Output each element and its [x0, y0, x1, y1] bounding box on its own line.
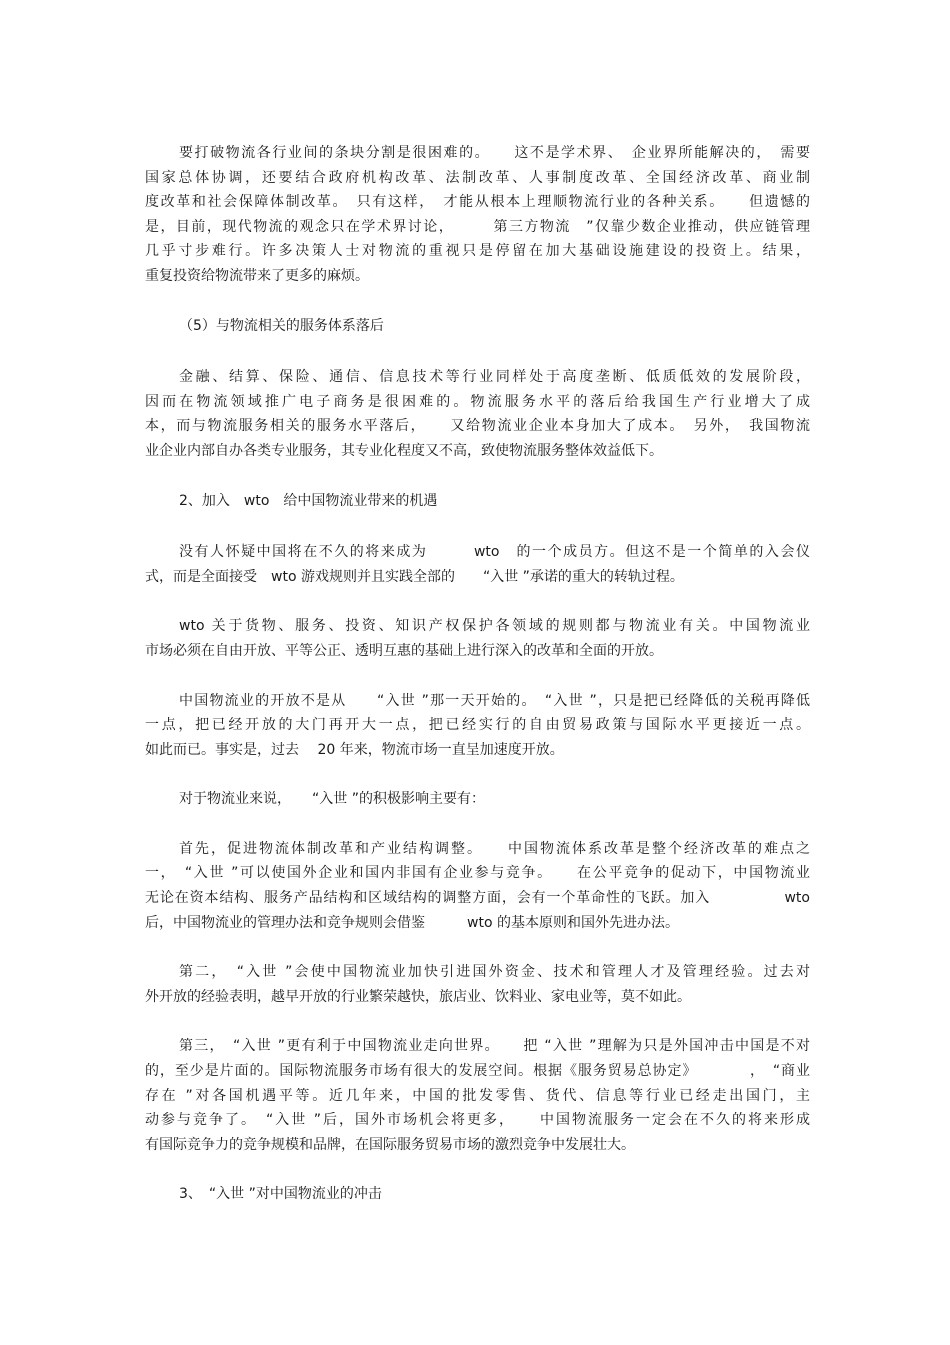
text-line: 市场必须在自由开放、平等公正、透明互惠的基础上进行深入的改革和全面的开放。 [145, 642, 663, 659]
heading-text: 3、 “入世 ”对中国物流业的冲击 [179, 1186, 382, 1203]
paragraph-reform-difficulty [145, 141, 810, 289]
text-line: 度改革和社会保障体制改革。 只有这样， 才能从根本上理顺物流行业的各种关系。 但遗憾的 [145, 194, 810, 211]
text-line: 是，目前，现代物流的观念只在学术界讨论， 第三方物流 ”仅靠少数企业推动，供应链管理 [145, 218, 810, 235]
text-line: 无论在资本结构、服务产品结构和区域结构的调整方面，会有一个革命性的飞跃。加入 wto [145, 890, 810, 907]
paragraph-wto-rules [145, 614, 810, 663]
text-line: 一， “入世 ”可以使国外企业和国内非国有企业参与竞争。 在公平竞争的促动下，中国物流业 [145, 865, 810, 882]
text-line: wto 关于货物、服务、投资、知识产权保护各领域的规则都与物流业有关。中国物流业 [179, 618, 810, 635]
paragraph-third-point [145, 1034, 810, 1157]
text-line: 重复投资给物流带来了更多的麻烦。 [145, 267, 369, 284]
heading-text: 2、加入 wto 给中国物流业带来的机遇 [179, 492, 438, 509]
text-line: 的，至少是片面的。国际物流服务市场有很大的发展空间。根据《服务贸易总协定》 ， “商业 [145, 1063, 810, 1080]
text-line: 一点，把已经开放的大门再开大一点，把已经实行的自由贸易政策与国际水平更接近一点。 [145, 717, 810, 734]
text-line: 国家总体协调，还要结合政府机构改革、法制改革、人事制度改革、全国经济改革、商业制 [145, 169, 810, 186]
text-line: 第三， “入世 ”更有利于中国物流业走向世界。 把 “入世 ”理解为只是外国冲击中国是不对 [179, 1038, 810, 1055]
text-line: 如此而已。事实是，过去 20 年来，物流市场一直呈加速度开放。 [145, 741, 564, 758]
paragraph-wto-member [145, 540, 810, 589]
heading-text: （5）与物流相关的服务体系落后 [179, 317, 384, 334]
paragraph-opening [145, 689, 810, 763]
text-line: 本，而与物流服务相关的服务水平落后， 又给物流业企业本身加大了成本。 另外， 我国物流 [145, 418, 810, 435]
paragraph-service-lag [145, 365, 810, 463]
paragraph-second-point [145, 960, 810, 1009]
text-line: 因而在物流领域推广电子商务是很困难的。物流服务水平的落后给我国生产行业增大了成 [145, 393, 810, 410]
text-line: 金融、结算、保险、通信、信息技术等行业同样处于高度垄断、低质低效的发展阶段， [179, 369, 810, 386]
text-line: 对于物流业来说， “入世 ”的积极影响主要有： [179, 791, 485, 808]
section-heading-service-system [145, 314, 810, 339]
text-line: 有国际竞争力的竞争规模和品牌，在国际服务贸易市场的激烈竞争中发展壮大。 [145, 1136, 635, 1153]
text-line: 式，而是全面接受 wto 游戏规则并且实践全部的 “入世 ”承诺的重大的转轨过程。 [145, 568, 684, 585]
text-line: 后，中国物流业的管理办法和竞争规则会借鉴 wto 的基本原则和国外先进办法。 [145, 914, 679, 931]
paragraph-positive-impact-intro [145, 787, 810, 812]
text-line: 第二， “入世 ”会使中国物流业加快引进国外资金、技术和管理人才及管理经验。过去对 [179, 964, 810, 981]
text-line: 要打破物流各行业间的条块分割是很困难的。 这不是学术界、 企业界所能解决的， 需要 [179, 145, 810, 161]
text-line: 没有人怀疑中国将在不久的将来成为 wto 的一个成员方。但这不是一个简单的入会仪 [179, 544, 810, 561]
text-line: 外开放的经验表明，越早开放的行业繁荣越快，旅店业、饮料业、家电业等，莫不如此。 [145, 988, 691, 1005]
text-line: 业企业内部自办各类专业服务，其专业化程度又不高，致使物流服务整体效益低下。 [145, 442, 663, 459]
text-line: 中国物流业的开放不是从 “入世 ”那一天开始的。 “入世 ”，只是把已经降低的关税再降低 [179, 692, 810, 709]
text-line: 首先，促进物流体制改革和产业结构调整。 中国物流体系改革是整个经济改革的难点之 [179, 840, 810, 857]
paragraph-first-point [145, 837, 810, 935]
document-page [145, 141, 810, 1234]
text-line: 几乎寸步难行。许多决策人士对物流的重视只是停留在加大基础设施建设的投资上。结果， [145, 243, 810, 260]
text-line: 存在 ”对各国机遇平等。近几年来，中国的批发零售、货代、信息等行业已经走出国门，主 [145, 1087, 810, 1104]
text-line: 动参与竞争了。 “入世 ”后，国外市场机会将更多， 中国物流服务一定会在不久的将来形成 [145, 1112, 810, 1129]
section-heading-wto-opportunity [145, 489, 810, 514]
section-heading-wto-impact [145, 1182, 810, 1207]
